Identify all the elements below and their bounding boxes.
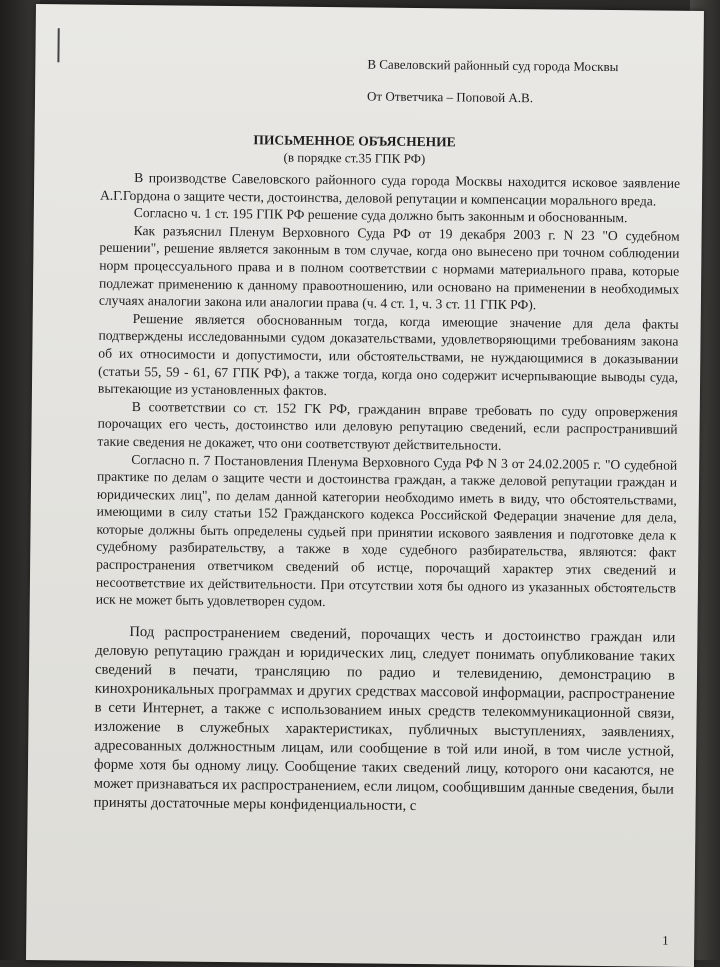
paragraph-justified-decision: Решение является обоснованным тогда, когда имеющие значение для дела факты подтверждены исследованными судом доказательствами, удовлетворяющими требованиям закона об их относимости и допустимости, или обстоятельствами, не нуждающимися в доказывании (статьи 55, 59 - 61, 67 ГПК РФ), а также тогда, когда оно содержит исчерпывающие выводы суда, вытекающие из установленных фактов.	[97, 310, 679, 399]
page-number: 1	[662, 932, 669, 948]
court-addressee: В Савеловский районный суд города Москвы	[367, 56, 619, 75]
sender-line: От Ответчика – Поповой А.В.	[366, 88, 534, 105]
paragraph-plenum-3: Согласно п. 7 Постановления Пленума Верховного Суда РФ N 3 от 24.02.2005 г. "О судебной практике по делам о защите чести и достоинства граждан, а также деловой репутации граждан и юридических лиц", по делам данной категории необходимо иметь в виду, что обстоятельствами, имеющими в силу статьи 152 Гражданского кодекса Российской Федерации значение для дела, которые должны быть определены судьей при принятии искового заявления и подготовке дела к судебному разбирательству, а также в ходе судебного разбирательства, являются: факт распространения ответчиком сведений об истце, порочащий характер этих сведений и несоответствие их действительности. При отсутствии хотя бы одного из указанных обстоятельств иск не может быть удовлетворен судом.	[95, 451, 678, 610]
paragraph-article-152: В соответствии со ст. 152 ГК РФ, гражданин вправе требовать по суду опровержения порочащих его честь, достоинство или деловую репутацию сведений, если распространивший такие сведения не докажет, что они соответствуют действительности.	[97, 398, 678, 453]
paragraph-intro: В производстве Савеловского районного суда города Москвы находится исковое заявление А.Г.Гордона о защите чести, достоинства, деловой репутации и компенсации морального вреда.	[99, 170, 681, 209]
paragraph-article-195: Согласно ч. 1 ст. 195 ГПК РФ решение суда должно быть законным и обоснованным.	[133, 205, 628, 226]
addressee-block	[367, 55, 688, 121]
paragraph-plenum-23: Как разъяснил Пленум Верховного Суда РФ от 19 декабря 2003 г. N 23 "О судебном решении", решение является законным в том случае, когда оно вынесено при точном соблюдении норм процессуального права и в полном соответствии с нормами материального права, которые подлежат применению к данному правоотношению, или основано на применении в необходимых случаях аналогии закона или аналогии права (ч. 4 ст. 1, ч. 3 ст. 11 ГПК РФ).	[98, 222, 680, 313]
document-page	[26, 4, 704, 967]
document-subtitle: (в порядке ст.35 ГПК РФ)	[283, 149, 426, 167]
document-body	[94, 169, 681, 819]
document-title: ПИСЬМЕННОЕ ОБЪЯСНЕНИЕ	[253, 132, 456, 150]
margin-mark	[57, 28, 59, 62]
paragraph-dissemination: Под распространением сведений, порочащих честь и достоинство граждан или деловую репутацию граждан и юридических лиц, следует понимать опубликование таких сведений в печати, трансляцию по радио и телевидению, демонстрацию в кинохроникальных программах и других средствах массовой информации, распространение в сети Интернет, а также с использованием иных средств телекоммуникационной связи, изложение в служебных характеристиках, публичных выступлениях, заявлениях, адресованных должностным лицам, или сообщение в той или иной, в том числе устной, форме хотя бы одному лицу. Сообщение таких сведений лицу, которого они касаются, не может признаваться их распространением, если лицом, сообщившим данные сведения, были приняты достаточные меры конфиденциальности, с	[93, 623, 676, 814]
